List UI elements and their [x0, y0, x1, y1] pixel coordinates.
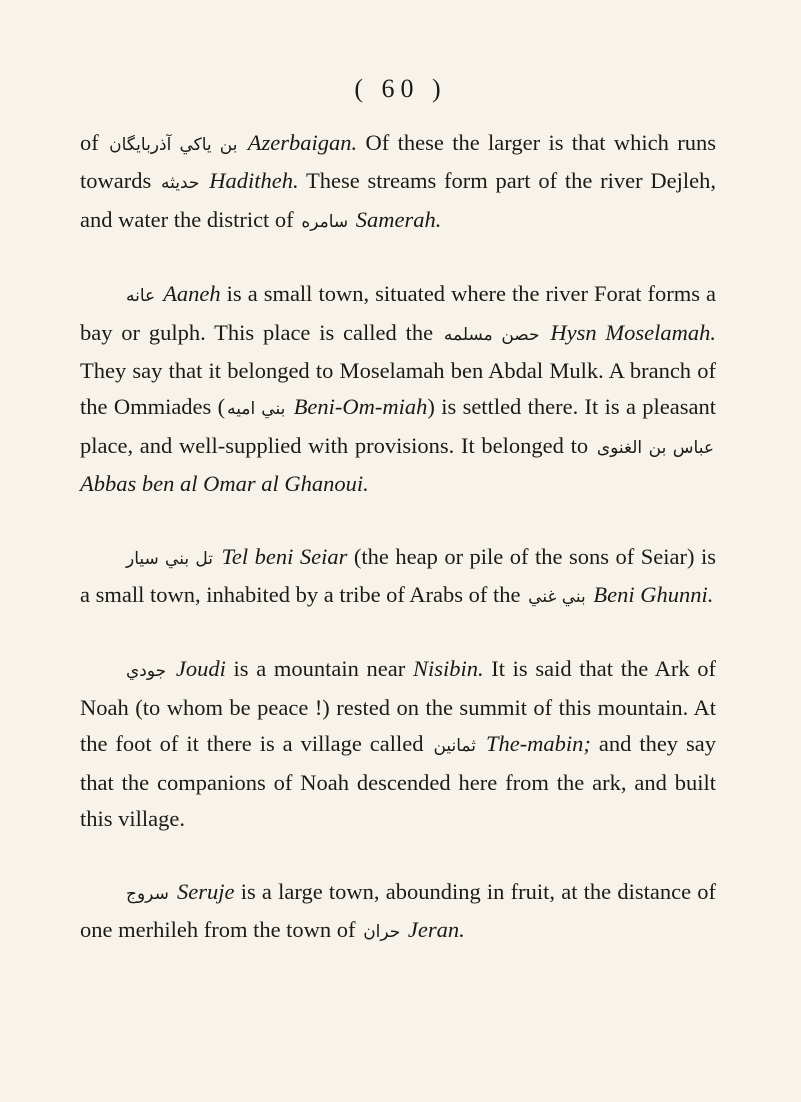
arabic-term: حديثه [161, 173, 200, 194]
arabic-term: جودي [126, 661, 167, 682]
body-text-run: Of these the larger is that which runs towards [80, 130, 716, 194]
paragraph-tel-beni-seiar [80, 539, 716, 616]
transliteration: Seruje [177, 878, 235, 904]
transliteration: The-mabin; [485, 731, 591, 757]
body-text-run: is a large town, abounding in fruit, at the distance of one merhileh from the town of [80, 878, 717, 942]
arabic-term: حران [363, 921, 401, 942]
transliteration: Tel beni Seiar [221, 543, 348, 569]
transliteration: Haditheh. [209, 168, 299, 194]
arabic-term: سامره [301, 211, 349, 232]
transliteration: Beni Ghunni. [593, 582, 714, 608]
page-number: ( 60 ) [354, 74, 447, 103]
body-text-run: and they say that the companions of Noah descended here from the ark, and built this village. [80, 731, 717, 832]
paragraph-seruje [80, 874, 716, 951]
transliteration: Aaneh [163, 281, 221, 307]
body-text [80, 125, 716, 950]
arabic-term: بن ياكي آذربايگان [109, 135, 238, 155]
transliteration: Azerbaigan. [247, 130, 358, 155]
body-text-run: They say that it belonged to Moselamah ben Abdal Mulk. A branch of the Ommiades ( [80, 358, 716, 420]
body-text-run: of [80, 130, 108, 155]
paragraph-azerbaigan [80, 125, 716, 240]
transliteration: Beni-Om-miah [293, 394, 428, 420]
body-text-run: (the heap or pile of the sons of Seiar) is a small town, inhabited by a tribe of Arabs of the [80, 543, 716, 608]
paragraph-aaneh [80, 276, 716, 502]
transliteration: Joudi [175, 656, 226, 682]
body-text-run: is a small town, situated where the river Forat forms a bay or gulph. This place is called the [80, 281, 717, 345]
body-text-run: is a mountain near [225, 656, 413, 682]
arabic-term: حصن مسلمه [443, 324, 540, 345]
arabic-term: ثمانين [433, 736, 476, 757]
arabic-term: بني اميه [227, 399, 286, 420]
transliteration: Abbas ben al Omar al Ghanoui. [80, 471, 369, 497]
body-text-run: ) is settled there. It is a pleasant place, and well-supplied with provisions. It belonged to [80, 394, 717, 458]
transliteration: Hysn Moselamah. [550, 319, 717, 345]
transliteration: Nisibin. [412, 656, 484, 682]
body-text-run: It is said that the Ark of Noah (to whom be peace !) rested on the summit of this mountain. At the foot of it there is a village called [80, 656, 717, 757]
arabic-term: عباس بن الغنوى [596, 437, 715, 458]
transliteration: Samerah. [355, 206, 442, 232]
arabic-term: تل بني سيار [126, 548, 213, 569]
arabic-term: سروج [126, 883, 169, 904]
body-text-run: These streams form part of the river Dejleh, and water the district of [80, 168, 716, 232]
arabic-term: بني غني [528, 587, 586, 608]
paragraph-joudi [80, 651, 716, 837]
arabic-term: عانه [126, 286, 156, 307]
transliteration: Jeran. [407, 916, 465, 942]
